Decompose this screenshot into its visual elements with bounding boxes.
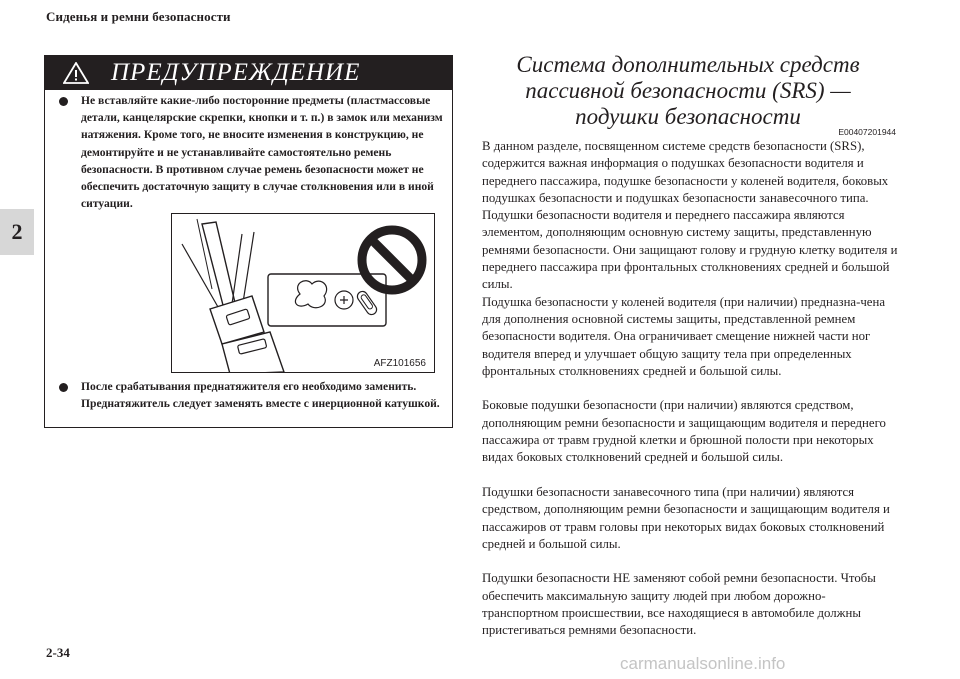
paragraph: Подушки безопасности занавесочного типа (при наличии) являются средством, дополняющим ремни безопасности и защищающим водителя и пассажиров от травм головы при некоторых видах боковых столкновений средней и большой силы. xyxy=(482,484,890,551)
illustration-code: AFZ101656 xyxy=(373,358,426,369)
section-title-line: подушки безопасности xyxy=(575,104,801,129)
warning-item xyxy=(59,92,449,212)
paragraph: Подушки безопасности водителя и переднего пассажира являются элементом, дополняющим основную систему защиты, представленную ремнями безопасности. Они защищают голову и грудную клетку водителя и переднего пассажира при фронтальных столкновениях средней и большой силы. xyxy=(482,208,898,292)
warning-header xyxy=(45,56,452,90)
chapter-tab: 2 xyxy=(0,209,34,255)
warning-title: ПРЕДУПРЕЖДЕНИЕ xyxy=(111,59,361,86)
section-code: E00407201944 xyxy=(838,127,896,137)
right-column xyxy=(482,52,900,638)
paragraph: Боковые подушки безопасности (при наличии) являются средством, дополняющим ремни безопасности и защищающим водителя и переднего пассажира от травм грудной клетки и брюшной полости при некоторых видах боковых столкновений средней и большой силы. xyxy=(482,398,886,465)
paragraph: В данном разделе, посвященном системе средств безопасности (SRS), содержится важная информация о подушках безопасности водителя и переднего пассажира, подушке безопасности у коленей водителя, боковых подушках безопасности и подушках безопасности занавесочного типа. xyxy=(482,139,889,205)
warning-triangle-icon xyxy=(63,62,89,84)
page-number: 2-34 xyxy=(46,645,70,660)
section-title-line: пассивной безопасности (SRS) — xyxy=(525,78,851,103)
warning-item-text: Не вставляйте какие-либо посторонние предметы (пластмассовые детали, канцелярские скрепки, кнопки и т. п.) в замок или механизм натяжения. Кроме того, не вносите изменения в конструкцию, не демонтируйте и не устанавливайте самостоятельно ремень безопасности. В противном случае ремень безопасности может не обеспечить достаточную защиту в случае столкновения или в иной ситуации. xyxy=(81,94,443,211)
bullet-icon xyxy=(59,97,68,106)
page-header-title: Сиденья и ремни безопасности xyxy=(46,9,231,24)
section-title xyxy=(476,52,900,130)
seatbelt-illustration xyxy=(171,213,435,373)
paragraph: Подушки безопасности НЕ заменяют собой ремни безопасности. Чтобы обеспечить максимальную защиту людей при любом дорожно-транспортном происшествии, все находящиеся в автомобиле должны пристегиваться ремнями безопасности. xyxy=(482,571,876,638)
warning-item xyxy=(59,378,449,412)
warning-box xyxy=(44,55,453,428)
paragraph: Подушка безопасности у коленей водителя (при наличии) предназна-чена для дополнения основной системы защиты, представленной ремнем безопасности водителя. Она ограничивает смещение нижней части ног водителя вперед и улучшает общую защиту тела при определенных фронтальных столкновениях средней и большой силы. xyxy=(482,294,886,378)
section-title-line: Система дополнительных средств xyxy=(516,52,860,77)
body-text xyxy=(482,138,900,640)
bullet-icon xyxy=(59,383,68,392)
warning-item-text: После срабатывания преднатяжителя его необходимо заменить. Преднатяжитель следует заменять вместе с инерционной катушкой. xyxy=(81,380,440,411)
watermark: carmanualsonline.info xyxy=(620,654,786,673)
